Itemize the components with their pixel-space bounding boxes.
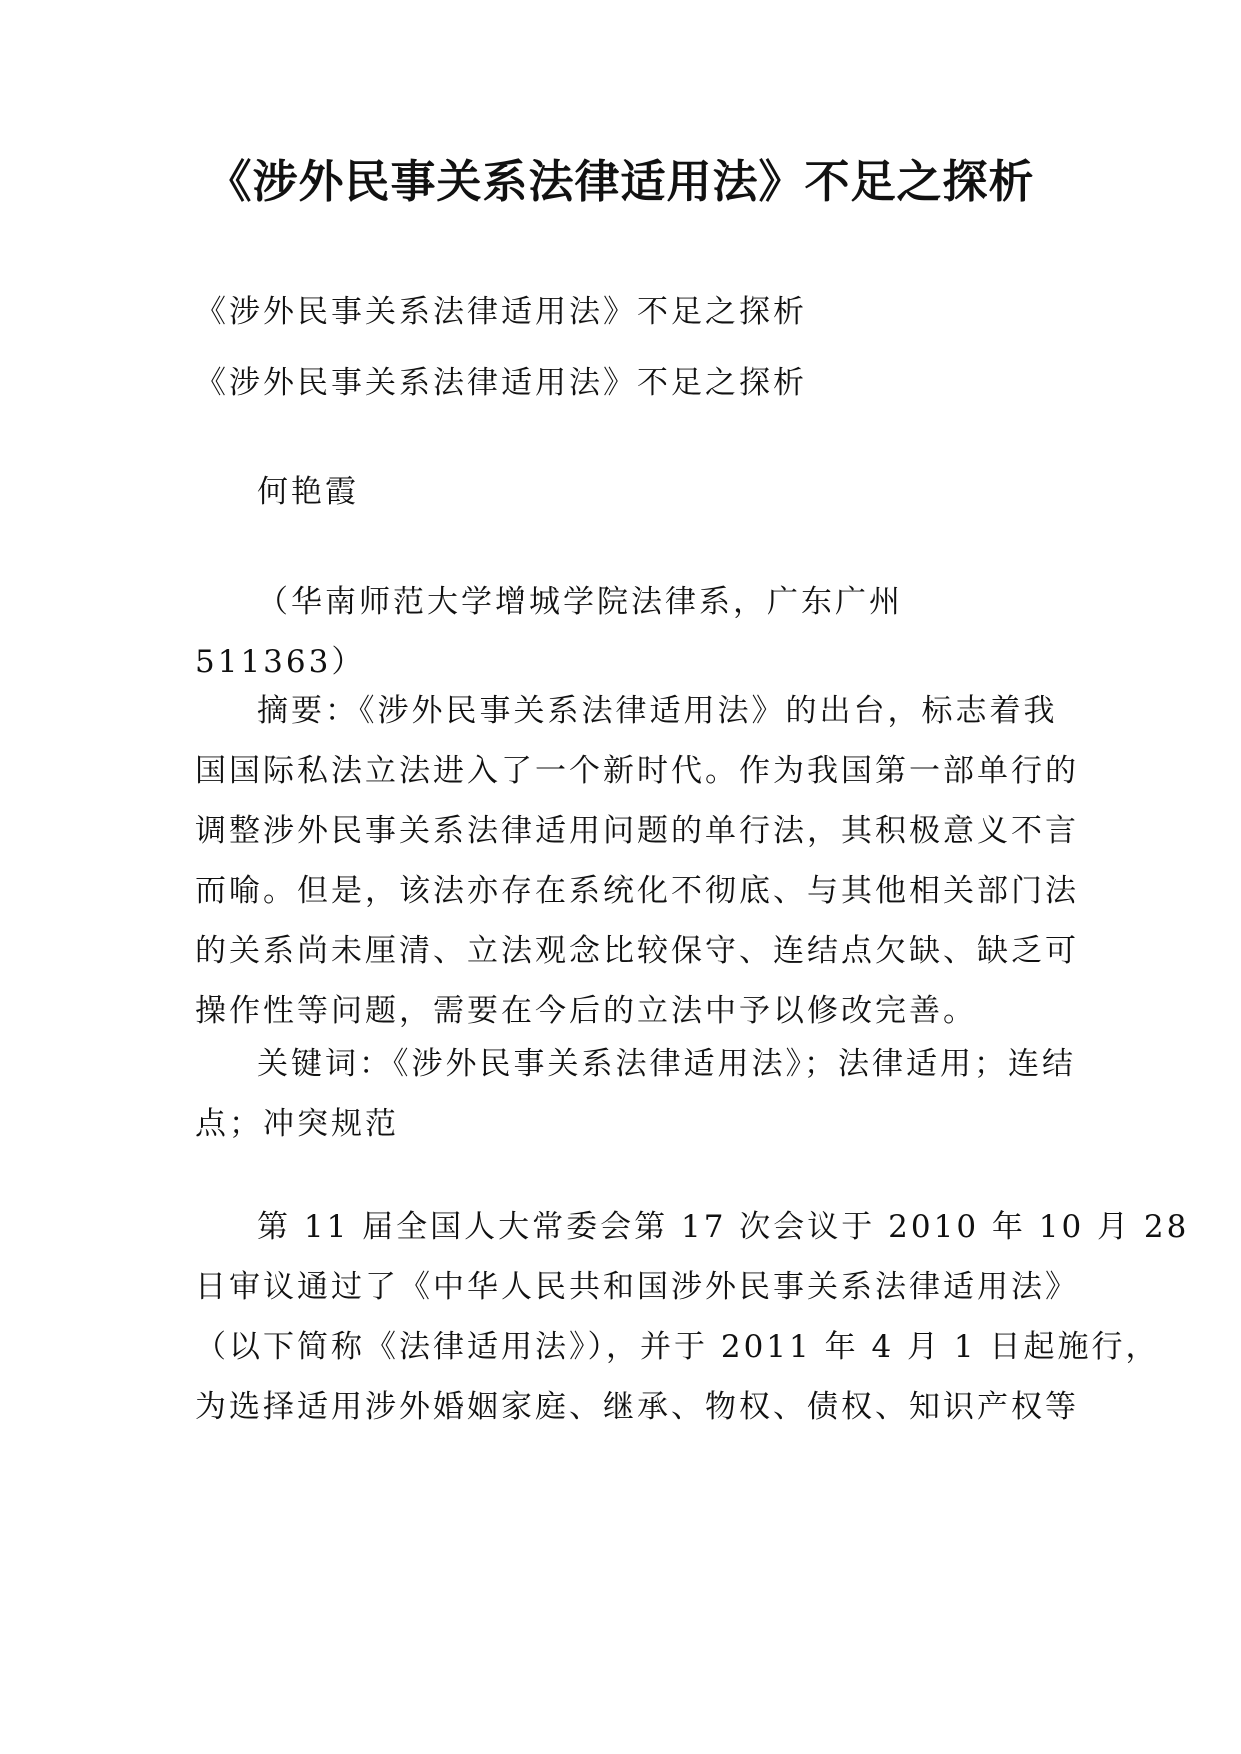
keywords-line: 关键词：《涉外民事关系法律适用法》；法律适用；连结: [257, 1046, 1076, 1082]
body-line: （以下简称《法律适用法》），并于 2011 年 4 月 1 日起施行，: [195, 1329, 1160, 1365]
abstract-line: 的关系尚未厘清、立法观念比较保守、连结点欠缺、缺乏可: [195, 933, 1079, 969]
abstract-line: 调整涉外民事关系法律适用问题的单行法，其积极意义不言: [195, 813, 1079, 849]
abstract-line: 国国际私法立法进入了一个新时代。作为我国第一部单行的: [195, 753, 1079, 789]
abstract-paragraph: [195, 681, 1079, 1041]
keywords-paragraph: [195, 1034, 1076, 1154]
body-paragraph: [195, 1197, 1190, 1437]
body-line: 日审议通过了《中华人民共和国涉外民事关系法律适用法》: [195, 1269, 1079, 1305]
body-line: 为选择适用涉外婚姻家庭、继承、物权、债权、知识产权等: [195, 1389, 1079, 1425]
document-title: 《涉外民事关系法律适用法》不足之探析: [206, 155, 1035, 208]
subtitle-line-1: 《涉外民事关系法律适用法》不足之探析: [195, 294, 807, 330]
abstract-line: 而喻。但是，该法亦存在系统化不彻底、与其他相关部门法: [195, 873, 1079, 909]
author-affiliation: （华南师范大学增城学院法律系，广东广州 511363）: [195, 584, 903, 680]
subtitle-line-2: 《涉外民事关系法律适用法》不足之探析: [195, 365, 807, 401]
abstract-line: 摘要：《涉外民事关系法律适用法》的出台，标志着我: [257, 693, 1058, 729]
keywords-line: 点；冲突规范: [195, 1106, 399, 1142]
body-line: 第 11 届全国人大常委会第 17 次会议于 2010 年 10 月 28: [257, 1209, 1190, 1245]
author-name: 何艳霞: [257, 474, 359, 510]
abstract-line: 操作性等问题，需要在今后的立法中予以修改完善。: [195, 993, 977, 1029]
